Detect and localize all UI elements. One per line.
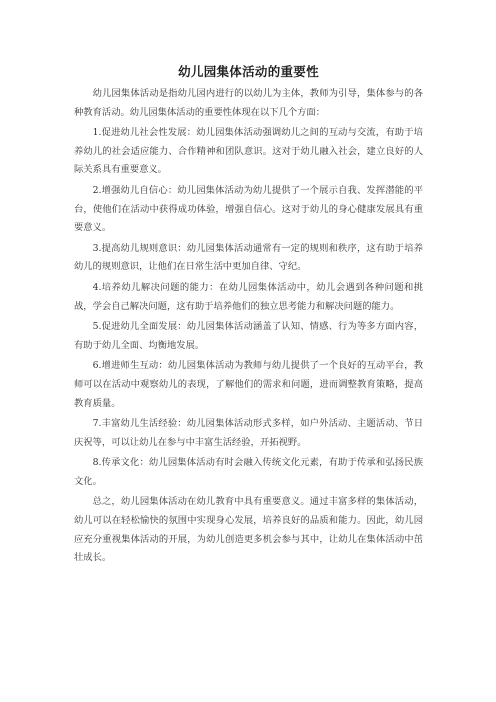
point-8-paragraph: 8.传承文化：幼儿园集体活动有时会融入传统文化元素，有助于传承和弘扬民族文化。 [74,457,423,487]
point-2-paragraph: 2.增强幼儿自信心：幼儿园集体活动为幼儿提供了一个展示自我、发挥潜能的平台，使他们在活动中获得成功体验，增强自信心。这对于幼儿的身心健康发展具有重要意义。 [74,184,423,234]
point-3-paragraph: 3.提高幼儿规则意识：幼儿园集体活动通常有一定的规则和秩序，这有助于培养幼儿的规则意识，让他们在日常生活中更加自律、守纪。 [74,242,423,273]
conclusion-paragraph: 总之，幼儿园集体活动在幼儿教育中具有重要意义。通过丰富多样的集体活动，幼儿可以在轻松愉快的氛围中实现身心发展，培养良好的品质和能力。因此，幼儿园应充分重视集体活动的开展，为幼儿创造更多机会参与其中，让幼儿在集体活动中茁壮成长。 [74,496,423,564]
point-7-paragraph: 7.丰富幼儿生活经验：幼儿园集体活动形式多样，如户外活动、主题活动、节日庆祝等，可以让幼儿在参与中丰富生活经验，开拓视野。 [74,418,423,448]
point-5-paragraph: 5.促进幼儿全面发展：幼儿园集体活动涵盖了认知、情感、行为等多方面内容，有助于幼儿全面、均衡地发展。 [74,321,423,351]
document-title: 幼儿园集体活动的重要性 [178,64,319,79]
document-body [74,85,423,568]
point-4-paragraph: 4.培养幼儿解决问题的能力：在幼儿园集体活动中，幼儿会遇到各种问题和挑战，学会自己解决问题，这有助于培养他们的独立思考能力和解决问题的能力。 [74,281,423,312]
point-6-paragraph: 6.增进师生互动：幼儿园集体活动为教师与幼儿提供了一个良好的互动平台，教师可以在活动中观察幼儿的表现，了解他们的需求和问题，进而调整教育策略，提高教育质量。 [74,360,423,409]
document-page [74,64,423,570]
intro-paragraph: 幼儿园集体活动是指幼儿园内进行的以幼儿为主体，教师为引导，集体参与的各种教育活动。幼儿园集体活动的重要性体现在以下几个方面： [74,88,423,118]
point-1-paragraph: 1.促进幼儿社会性发展：幼儿园集体活动强调幼儿之间的互动与交流，有助于培养幼儿的社会适应能力、合作精神和团队意识。这对于幼儿融入社会，建立良好的人际关系具有重要意义。 [74,127,423,176]
